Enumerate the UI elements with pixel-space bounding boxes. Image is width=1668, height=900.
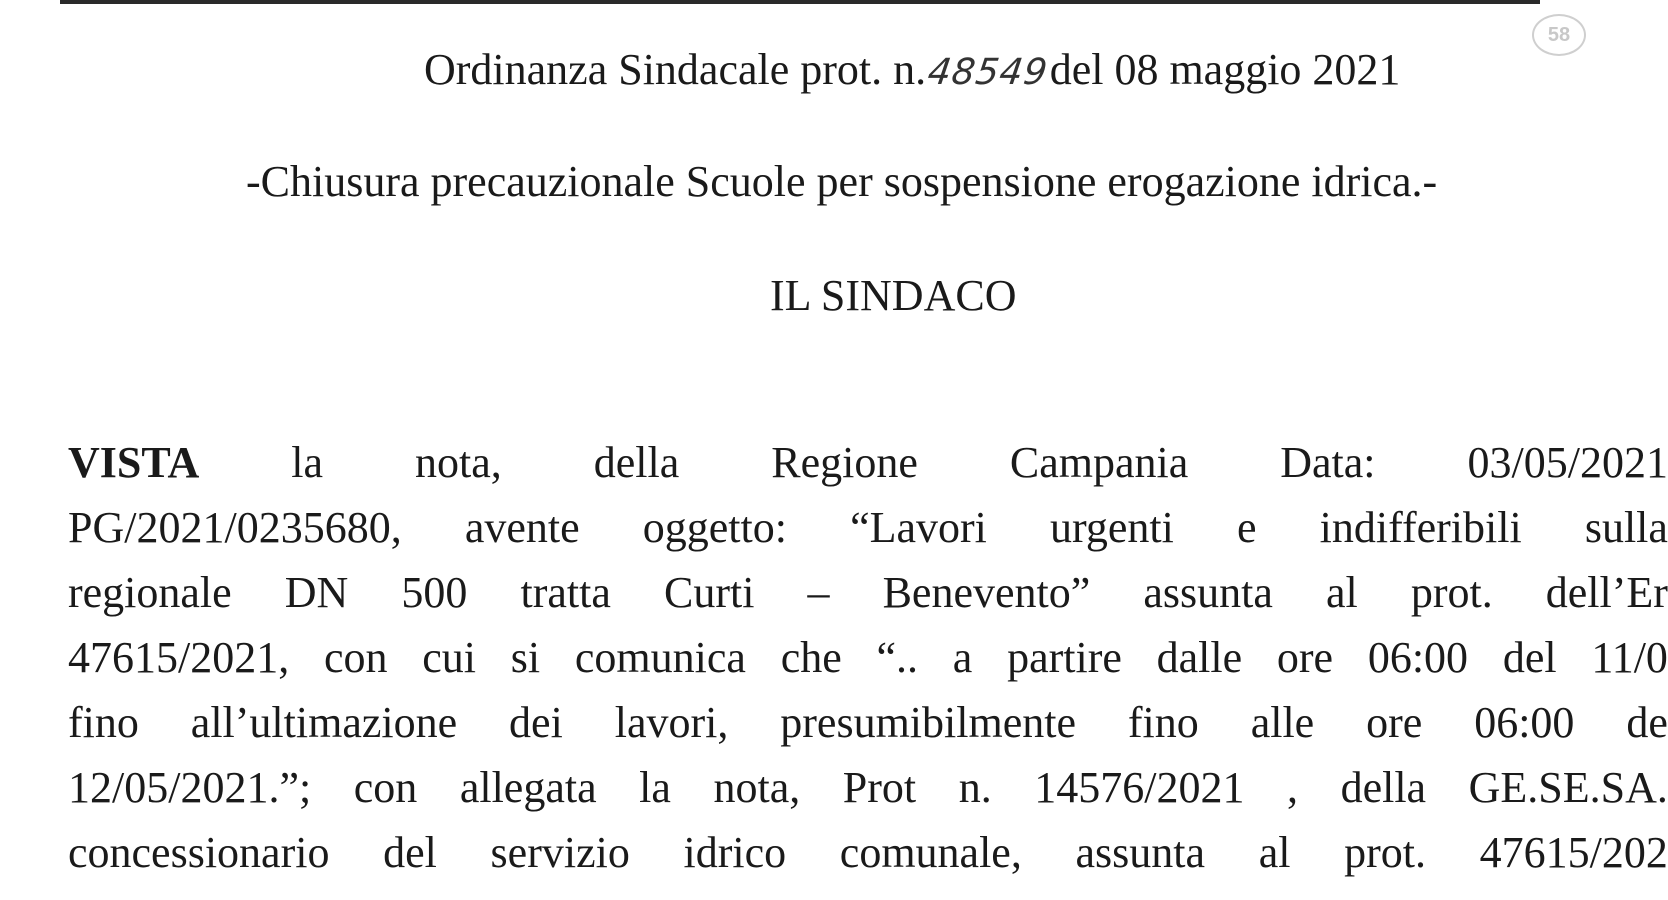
- body-word: a: [952, 633, 973, 682]
- body-word: prot.: [1410, 568, 1493, 617]
- body-word: ,: [1287, 763, 1299, 812]
- body-word: assunta: [1075, 828, 1206, 877]
- body-word: al: [1325, 568, 1358, 617]
- body-word: 14576/2021: [1034, 763, 1245, 812]
- authority-heading: IL SINDACO: [770, 271, 1017, 320]
- body-word: 47615/2021,: [68, 633, 290, 682]
- body-word: della: [1340, 763, 1427, 812]
- body-word: la: [639, 763, 671, 812]
- body-word: “..: [876, 633, 919, 682]
- body-word: nota,: [414, 438, 502, 487]
- body-word: comunale,: [839, 828, 1022, 877]
- body-word: dei: [509, 698, 563, 747]
- body-word: dell’Er: [1545, 568, 1668, 617]
- body-word: e: [1237, 503, 1257, 552]
- body-word: –: [807, 568, 830, 617]
- body-word: partire: [1007, 633, 1122, 682]
- body-word: Campania: [1009, 438, 1189, 487]
- body-word: n.: [958, 763, 992, 812]
- body-line: [68, 631, 1668, 696]
- body-word: ore: [1366, 698, 1423, 747]
- body-word: con: [353, 763, 418, 812]
- ordinance-subject: -Chiusura precauzionale Scuole per sospensione erogazione idrica.-: [246, 157, 1438, 206]
- body-word: lavori,: [614, 698, 729, 747]
- body-word: idrico: [683, 828, 787, 877]
- body-word: avente: [464, 503, 580, 552]
- body-word: presumibilmente: [780, 698, 1076, 747]
- body-word: del: [1502, 633, 1557, 682]
- ordinance-date: del 08 maggio 2021: [1049, 45, 1401, 94]
- body-word: 11/0: [1591, 633, 1668, 682]
- body-word: 06:00: [1474, 698, 1575, 747]
- body-word: prot.: [1344, 828, 1426, 877]
- body-word: della: [593, 438, 680, 487]
- body-word: che: [780, 633, 842, 682]
- body-word: concessionario: [68, 828, 330, 877]
- body-line: [68, 501, 1668, 566]
- body-word: all’ultimazione: [190, 698, 458, 747]
- body-word: de: [1626, 698, 1668, 747]
- body-line: [68, 566, 1668, 631]
- body-word: si: [510, 633, 541, 682]
- body-word: 500: [401, 568, 468, 617]
- body-word: VISTA: [68, 438, 200, 487]
- body-word: Prot: [842, 763, 917, 812]
- body-word: 47615/202: [1479, 828, 1668, 877]
- body-word: cui: [422, 633, 477, 682]
- ordinance-title: [424, 45, 1401, 94]
- body-word: sulla: [1584, 503, 1668, 552]
- ordinance-prefix: Ordinanza Sindacale prot. n.: [424, 45, 927, 94]
- document-body: [68, 436, 1668, 891]
- body-word: Regione: [771, 438, 918, 487]
- body-word: fino: [68, 698, 139, 747]
- body-word: comunica: [574, 633, 746, 682]
- body-word: fino: [1127, 698, 1199, 747]
- body-word: DN: [284, 568, 349, 617]
- channel-logo: 58: [1532, 14, 1586, 56]
- body-word: tratta: [520, 568, 611, 617]
- body-word: 06:00: [1367, 633, 1469, 682]
- body-word: 03/05/2021: [1467, 438, 1668, 487]
- body-line: [68, 761, 1668, 826]
- body-word: la: [291, 438, 323, 487]
- body-word: allegata: [459, 763, 597, 812]
- body-word: con: [323, 633, 388, 682]
- body-word: ore: [1276, 633, 1334, 682]
- body-word: al: [1258, 828, 1291, 877]
- body-word: indifferibili: [1319, 503, 1522, 552]
- top-border-rule: [60, 0, 1540, 4]
- body-word: 12/05/2021.”;: [68, 763, 312, 812]
- body-word: Curti: [663, 568, 755, 617]
- body-word: oggetto:: [642, 503, 787, 552]
- handwritten-protocol-number: 48549: [925, 52, 1051, 93]
- body-word: Benevento”: [882, 568, 1091, 617]
- body-line: [68, 826, 1668, 891]
- body-word: PG/2021/0235680,: [68, 503, 402, 552]
- body-word: alle: [1250, 698, 1315, 747]
- body-word: dalle: [1156, 633, 1243, 682]
- body-word: Data:: [1280, 438, 1376, 487]
- body-word: regionale: [68, 568, 232, 617]
- body-word: “Lavori: [850, 503, 987, 552]
- body-word: urgenti: [1050, 503, 1174, 552]
- body-word: nota,: [713, 763, 801, 812]
- body-word: assunta: [1143, 568, 1273, 617]
- body-line: [68, 696, 1668, 761]
- body-word: del: [383, 828, 437, 877]
- body-line: [68, 436, 1668, 501]
- body-word: servizio: [490, 828, 630, 877]
- body-word: GE.SE.SA.: [1468, 763, 1668, 812]
